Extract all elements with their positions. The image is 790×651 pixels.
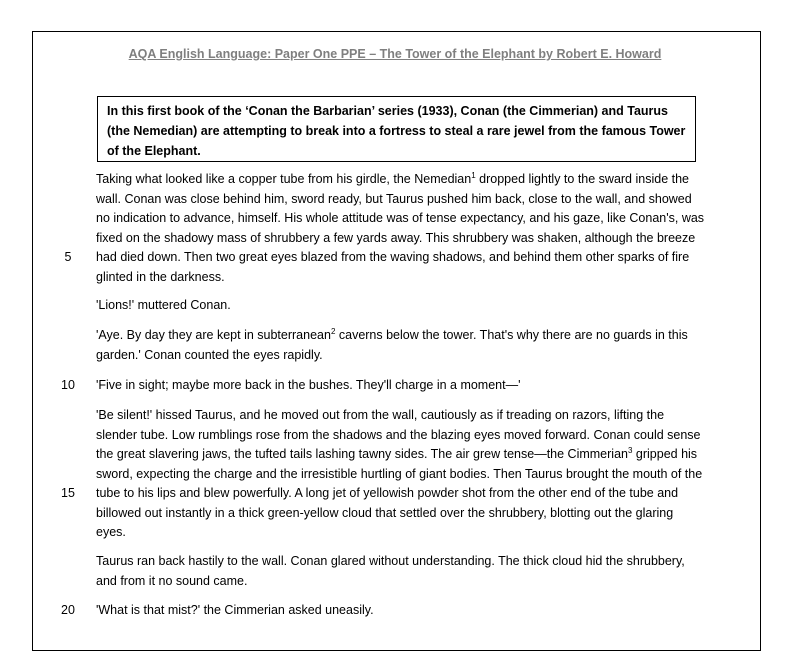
intro-box: In this first book of the ‘Conan the Barbarian’ series (1933), Conan (the Cimmerian) and Taurus (the Nemedian) are attempting to break into a fortress to steal a rare jewel from the famous Tower of the Elephant. (97, 96, 696, 162)
paragraph-6: Taurus ran back hastily to the wall. Conan glared without understanding. The thick cloud hid the shrubbery, and from it no sound came. (96, 554, 685, 588)
paragraph-7: 'What is that mist?' the Cimmerian asked uneasily. (96, 603, 374, 617)
line-number-15: 15 (61, 486, 75, 500)
line-number-20: 20 (61, 603, 75, 617)
paragraph-1 (96, 170, 706, 287)
page-title: AQA English Language: Paper One PPE – The Tower of the Elephant by Robert E. Howard (128, 47, 662, 61)
p3-text-a: 'Aye. By day they are kept in subterranean (96, 328, 331, 342)
p5-text-a: 'Be silent!' hissed Taurus, and he moved out from the wall, cautiously as if treading on razors, lifting the slender tube. Low rumblings rose from the shadows and the blazing eyes moved forward. Conan could sense the great slavering jaws, the tufted tails lashing tawny sides. The air grew tense—the Cimmerian (96, 408, 701, 461)
paragraph-3 (96, 326, 706, 365)
footnote-marker-3: 3 (627, 445, 633, 455)
p1-text-b: dropped lightly to the sward inside the wall. Conan was close behind him, sword ready, but Taurus pushed him back, close to the wall, and showed no indication to advance, himself. His whole attitude was of tense expectancy, and his gaze, like Conan's, was fixed on the shadowy mass of shrubbery a few yards away. This shrubbery was shaken, although the breeze had died down. Then two great eyes blazed from the waving shadows, and behind them other sparks of fire glinted in the darkness. (96, 172, 705, 284)
line-number-10: 10 (61, 378, 75, 392)
p5-text-b: gripped his sword, expecting the charge and the irresistible hurtling of giant bodies. Then Taurus brought the mouth of the tube to his lips and blew powerfully. A long jet of yellowish powder shot from the other end of the tube and billowed out instantly in a thick green-yellow cloud that settled over the shrubbery, blotting out the glaring eyes. (96, 447, 703, 539)
paragraph-5 (96, 406, 706, 543)
paragraph-2: 'Lions!' muttered Conan. (96, 298, 231, 312)
p3-text-b: caverns below the tower. That's why there are no guards in this garden.' Conan counted the eyes rapidly. (96, 328, 688, 362)
footnote-marker-1: 1 (471, 170, 476, 180)
paragraph-4: 'Five in sight; maybe more back in the bushes. They'll charge in a moment—' (96, 378, 521, 392)
p1-text-a: Taking what looked like a copper tube from his girdle, the Nemedian (96, 172, 472, 186)
line-number-5: 5 (64, 250, 72, 264)
footnote-marker-2: 2 (330, 326, 336, 336)
